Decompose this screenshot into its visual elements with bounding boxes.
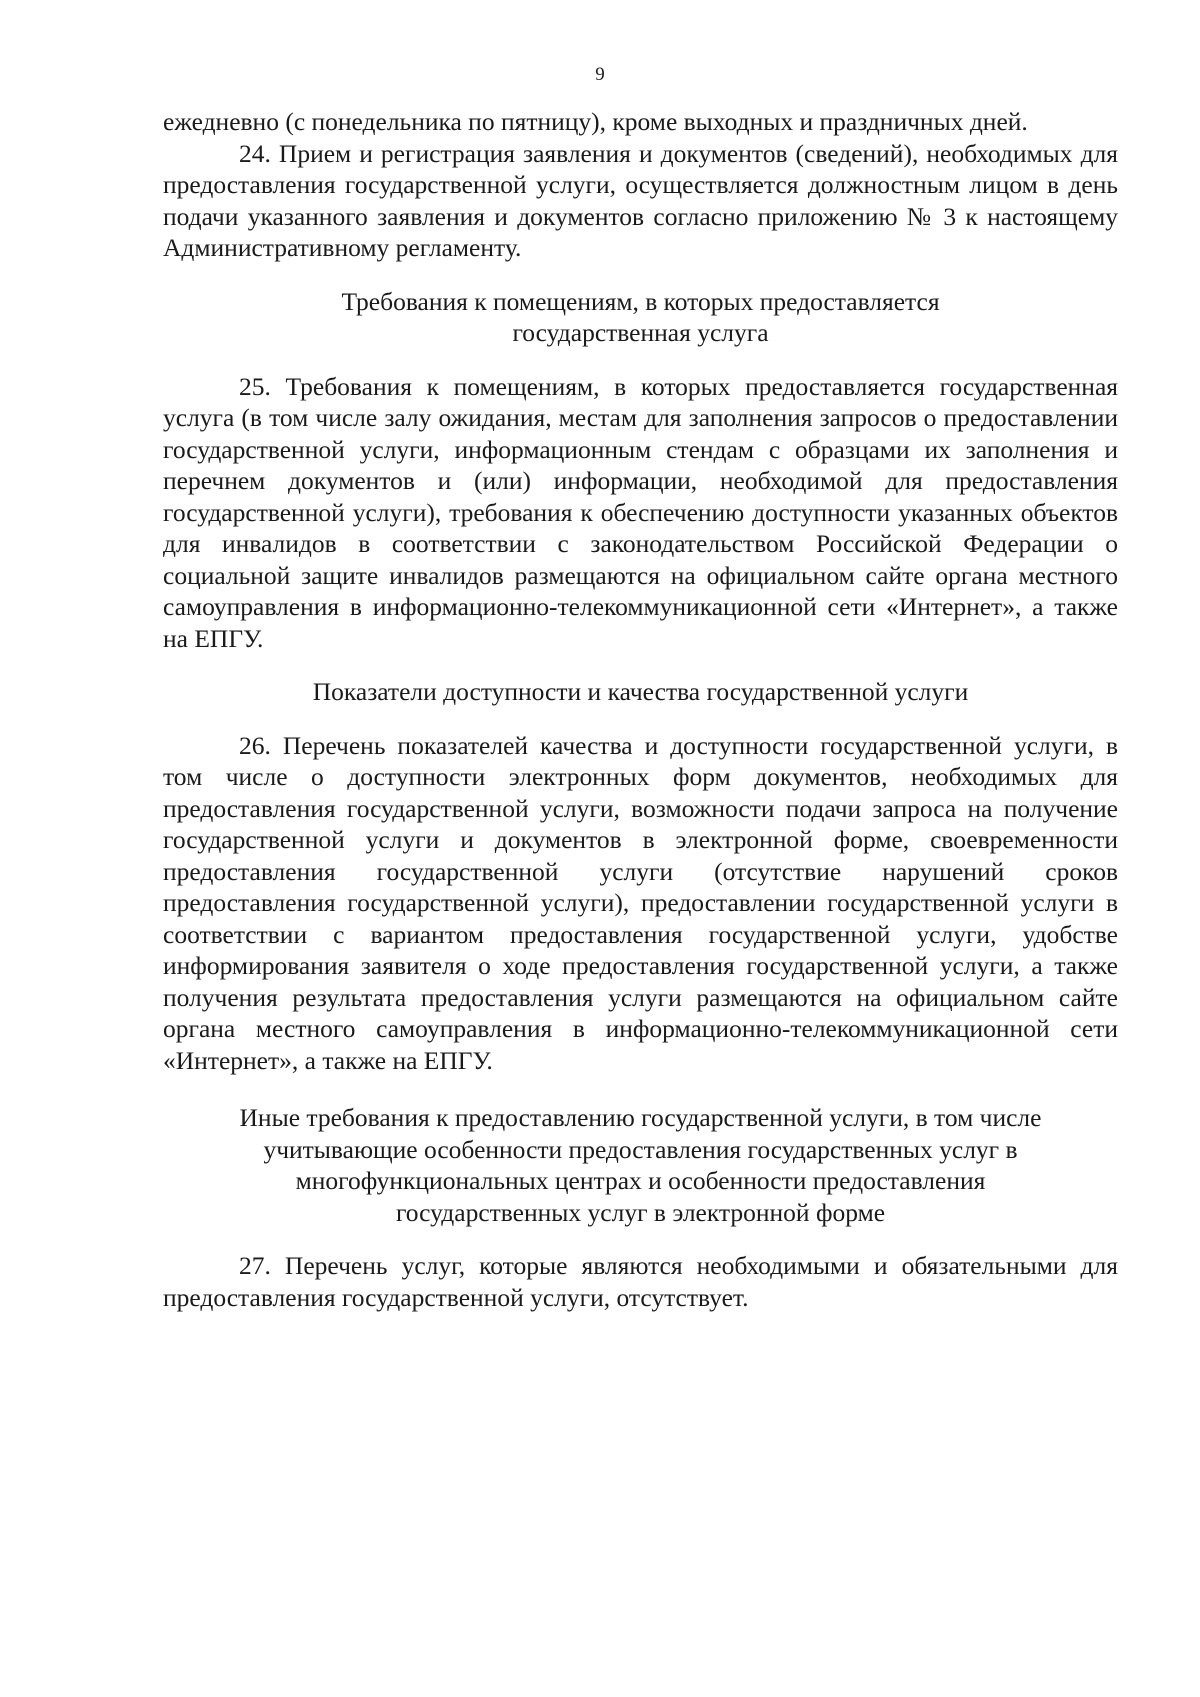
heading-other-line-3: многофункциональных центрах и особенности предоставления: [295, 1166, 986, 1195]
paragraph-24: 24. Прием и регистрация заявления и документов (сведений), необходимых для предоставления государственной услуги, осуществляется должностным лицом в день подачи указанного заявления и документов согласно приложению № 3 к настоящему Административному регламенту.: [163, 138, 1118, 262]
paragraph-23-continuation: ежедневно (с понедельника по пятницу), кроме выходных и праздничных дней.: [163, 107, 1028, 136]
heading-other-requirements: [163, 1102, 1118, 1228]
paragraph-27: 27. Перечень услуг, которые являются необходимыми и обязательными для предоставления государственной услуги, отсутствует.: [163, 1251, 1118, 1312]
heading-other-line-1: Иные требования к предоставлению государственной услуги, в том числе: [239, 1103, 1042, 1132]
paragraph-26: 26. Перечень показателей качества и доступности государственной услуги, в том числе о доступности электронных форм документов, необходимых для предоставления государственной услуги, возможности подачи запроса на получение государственной услуги и документов в электронной форме, своевременности предоставления государственной услуги (отсутствие нарушений сроков предоставления государственной услуги), предоставлении государственной услуги в соответствии с вариантом предоставления государственной услуги, удобстве информирования заявителя о ходе предоставления государственной услуги, а также получения результата предоставления услуги размещаются на официальном сайте органа местного самоуправления в информационно-телекоммуникационной сети «Интернет», а также на ЕПГУ.: [163, 730, 1118, 1075]
document-body: [163, 106, 1118, 1313]
heading-indicators: Показатели доступности и качества государственной услуги: [312, 677, 969, 706]
heading-premises-line-2: государственная услуга: [512, 318, 769, 347]
heading-other-line-2: учитывающие особенности предоставления государственных услуг в: [263, 1134, 1018, 1164]
heading-other-line-4: государственных услуг в электронной форме: [395, 1197, 886, 1227]
heading-premises: [163, 286, 1118, 349]
page-number: 9: [595, 64, 605, 85]
heading-premises-line-1: Требования к помещениям, в которых предоставляется: [341, 286, 940, 316]
paragraph-25: 25. Требования к помещениям, в которых предоставляется государственная услуга (в том числе залу ожидания, местам для заполнения запросов о предоставлении государственной услуги, информационным стендам с образцами их заполнения и перечнем документов и (или) информации, необходимой для предоставления государственной услуги), требования к обеспечению доступности указанных объектов для инвалидов в соответствии с законодательством Российской Федерации о социальной защите инвалидов размещаются на официальном сайте органа местного самоуправления в информационно-телекоммуникационной сети «Интернет», а также на ЕПГУ.: [163, 371, 1118, 653]
